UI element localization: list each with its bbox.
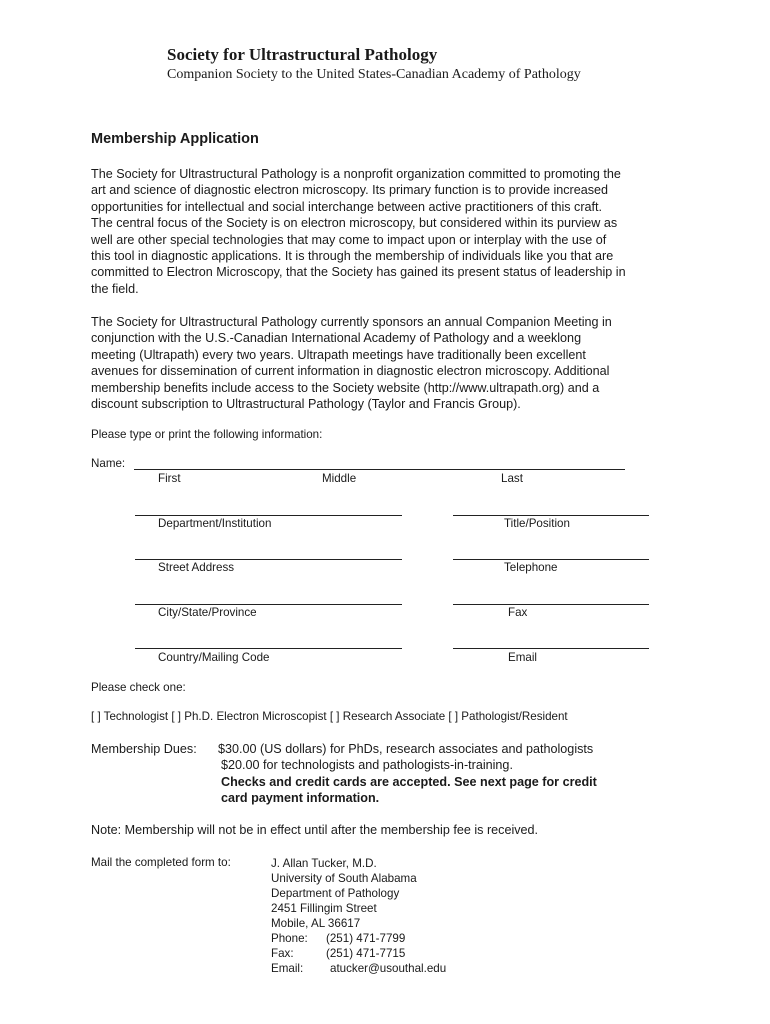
paragraph-line: avenues for dissemination of current information in diagnostic electron microscopy. Additional (91, 364, 610, 379)
country-field[interactable] (135, 648, 402, 649)
paragraph-line: this tool in diagnostic applications. It is through the membership of individuals like you that are (91, 249, 614, 264)
check-prompt: Please check one: (91, 681, 186, 694)
city-field[interactable] (135, 604, 402, 605)
address-line: 2451 Fillingim Street (271, 902, 377, 915)
telephone-caption: Telephone (504, 561, 558, 574)
intro-paragraph (91, 166, 691, 297)
fax-value: (251) 471-7715 (326, 947, 406, 960)
fax-caption: Fax (508, 606, 528, 619)
paragraph-line: opportunities for intellectual and social interchange between active practitioners of this craft. (91, 199, 603, 214)
meetings-paragraph (91, 314, 691, 412)
street-address-caption: Street Address (158, 561, 235, 574)
email-line (271, 961, 446, 976)
telephone-field[interactable] (453, 559, 649, 560)
email-caption: Email (508, 651, 537, 664)
title-caption: Title/Position (504, 517, 570, 530)
paragraph-line: committed to Electron Microscopy, that the Society has gained its present status of leadership in (91, 265, 626, 280)
name-label: Name: (91, 457, 126, 470)
department-caption: Department/Institution (158, 517, 272, 530)
paragraph-line: meeting (Ultrapath) every two years. Ultrapath meetings have traditionally been excellent (91, 347, 586, 362)
payment-note: Checks and credit cards are accepted. See next page for credit (221, 775, 597, 789)
payment-note-cont: card payment information. (221, 791, 380, 805)
email-value[interactable]: atucker@usouthal.edu (330, 962, 447, 975)
fax-line (271, 946, 446, 961)
membership-type-options[interactable]: [ ] Technologist [ ] Ph.D. Electron Microscopist [ ] Research Associate [ ] Pathologist/Resident (91, 710, 568, 723)
city-caption: City/State/Province (158, 606, 257, 619)
address-line: J. Allan Tucker, M.D. (271, 857, 377, 870)
dues-label: Membership Dues: (91, 742, 197, 756)
membership-note: Note: Membership will not be in effect until after the membership fee is received. (91, 823, 539, 837)
address-line: Department of Pathology (271, 887, 400, 900)
paragraph-line: membership benefits include access to the Society website (http://www.ultrapath.org) and a (91, 380, 600, 395)
instruction-text: Please type or print the following information: (91, 428, 323, 441)
title-field[interactable] (453, 515, 649, 516)
address-line: Mobile, AL 36617 (271, 917, 361, 930)
paragraph-line: well are other special technologies that may come to impact upon or interplay with the use of (91, 232, 607, 247)
middle-name-caption: Middle (322, 472, 357, 485)
email-label: Email: (271, 962, 304, 975)
dues-technologist: $20.00 for technologists and pathologists-in-training. (221, 758, 513, 772)
phone-value: (251) 471-7799 (326, 932, 406, 945)
paragraph-line: conjunction with the U.S.-Canadian International Academy of Pathology and a weeklong (91, 331, 582, 346)
society-subtitle: Companion Society to the United States-Canadian Academy of Pathology (167, 67, 581, 82)
last-name-caption: Last (501, 472, 523, 485)
country-caption: Country/Mailing Code (158, 651, 270, 664)
paragraph-line: discount subscription to Ultrastructural Pathology (Taylor and Francis Group). (91, 397, 521, 412)
email-field[interactable] (453, 648, 649, 649)
paragraph-line: The Society for Ultrastructural Pathology is a nonprofit organization committed to promoting the (91, 167, 621, 181)
mail-label: Mail the completed form to: (91, 856, 231, 869)
department-field[interactable] (135, 515, 402, 516)
phone-label: Phone: (271, 932, 308, 945)
address-line: University of South Alabama (271, 872, 417, 885)
paragraph-line: The Society for Ultrastructural Pathology currently sponsors an annual Companion Meeting in (91, 315, 612, 329)
paragraph-line: the field. (91, 281, 139, 296)
section-title: Membership Application (91, 131, 259, 147)
society-title: Society for Ultrastructural Pathology (167, 45, 438, 64)
name-field[interactable] (134, 469, 625, 470)
fax-field[interactable] (453, 604, 649, 605)
paragraph-line: art and science of diagnostic electron microscopy. Its primary function is to provide increased (91, 183, 609, 198)
street-address-field[interactable] (135, 559, 402, 560)
phone-line (271, 931, 446, 946)
mailing-address (271, 856, 446, 976)
dues-phd: $30.00 (US dollars) for PhDs, research associates and pathologists (218, 742, 594, 756)
fax-label: Fax: (271, 947, 294, 960)
first-name-caption: First (158, 472, 181, 485)
paragraph-line: The central focus of the Society is on electron microscopy, but considered within its purview as (91, 216, 618, 231)
